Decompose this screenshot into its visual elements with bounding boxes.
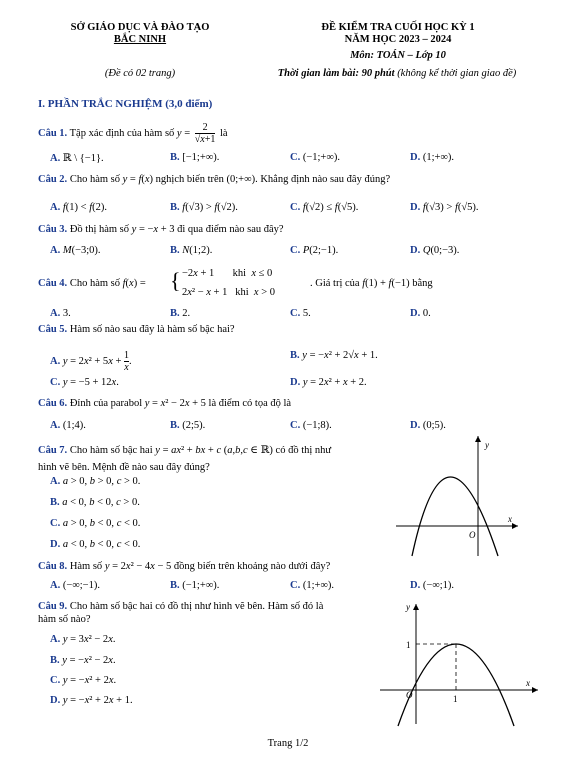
- q8-option-d[interactable]: D. (−∞;1).: [410, 580, 455, 591]
- question-1: Câu 1. Tập xác định của hàm số y = $\frac{2}{√x+1}$ là: [38, 122, 228, 145]
- q9-option-b[interactable]: B. y = −x² − 2x.: [50, 655, 116, 666]
- x-arrow-icon: [532, 687, 538, 693]
- q6-option-b[interactable]: B. (2;5).: [170, 420, 206, 431]
- q8-option-c[interactable]: C. (1;+∞).: [290, 580, 335, 591]
- q4-piece-1: −2x + 1 khi x ≤ 0: [182, 268, 273, 279]
- q7-option-c[interactable]: C. a > 0, b < 0, c < 0.: [50, 518, 141, 529]
- question-3: Câu 3. Đồ thị hàm số y = −x + 3 đi qua điểm nào sau đây?: [38, 224, 284, 235]
- header-department: SỞ GIÁO DỤC VÀ ĐÀO TẠO: [70, 22, 210, 33]
- q2-option-b[interactable]: B. f(√3) > f(√2).: [170, 202, 238, 213]
- x-arrow-icon: [512, 523, 518, 529]
- time-info: [232, 68, 562, 79]
- question-7: Câu 7. Cho hàm số bậc hai y = ax² + bx + c (a,b,c ∈ ℝ) có đồ thị như: [38, 445, 332, 456]
- origin-label: O: [469, 530, 476, 540]
- q4-piece-2: 2x² − x + 1 khi x > 0: [182, 287, 275, 298]
- y-label: y: [485, 440, 489, 450]
- brace: {: [170, 268, 181, 293]
- q2-option-a[interactable]: A. f(1) < f(2).: [50, 202, 107, 213]
- q2-option-c[interactable]: C. f(√2) ≤ f(√5).: [290, 202, 359, 213]
- q4-tail: . Giá trị của f(1) + f(−1) bằng: [310, 278, 433, 289]
- q4-option-a[interactable]: A. 3.: [50, 308, 71, 319]
- q5-option-b[interactable]: B. y = −x² + 2√x + 1.: [290, 350, 378, 361]
- q5-option-c[interactable]: C. y = −5 + 12x.: [50, 377, 119, 388]
- q1-option-c[interactable]: C. (−1;+∞).: [290, 152, 340, 163]
- question-9: Câu 9. Cho hàm số bậc hai có đồ thị như hình vẽ bên. Hàm số đó là: [38, 601, 324, 612]
- q6-option-c[interactable]: C. (−1;8).: [290, 420, 332, 431]
- q3-option-a[interactable]: A. M(−3;0).: [50, 245, 101, 256]
- section-title: I. PHẦN TRẮC NGHIỆM (3,0 điểm): [38, 98, 213, 110]
- x-label: x: [508, 514, 512, 524]
- origin-label: O: [406, 690, 413, 700]
- q7-option-d[interactable]: D. a < 0, b < 0, c < 0.: [50, 539, 141, 550]
- time-value: : 90 phút: [355, 68, 395, 79]
- q3-option-b[interactable]: B. N(1;2).: [170, 245, 213, 256]
- q8-option-a[interactable]: A. (−∞;−1).: [50, 580, 100, 591]
- question-5: Câu 5. Hàm số nào sau đây là hàm số bậc hai?: [38, 324, 235, 335]
- q7-option-a[interactable]: A. a > 0, b > 0, c > 0.: [50, 476, 141, 487]
- question-4: Câu 4. Cho hàm số f(x) =: [38, 278, 146, 289]
- time-label: Thời gian làm bài: [277, 68, 356, 79]
- question-2: Câu 2. Cho hàm số y = f(x) nghịch biến trên (0;+∞). Khẳng định nào sau đây đúng?: [38, 174, 391, 185]
- question-number: Câu 1.: [38, 127, 68, 139]
- q8-option-b[interactable]: B. (−1;+∞).: [170, 580, 220, 591]
- question-7-line2: hình vẽ bên. Mệnh đề nào sau đây đúng?: [38, 462, 210, 473]
- question-8: Câu 8. Hàm số y = 2x² − 4x − 5 đồng biến trên khoảng nào dưới đây?: [38, 561, 331, 572]
- q3-option-d[interactable]: D. Q(0;−3).: [410, 245, 460, 256]
- school-year: NĂM HỌC 2023 – 2024: [344, 34, 452, 45]
- time-note: (không kể thời gian giao đề): [397, 68, 517, 79]
- y-label: y: [406, 602, 410, 612]
- q6-option-d[interactable]: D. (0;5).: [410, 420, 446, 431]
- q7-parabola-graph: [394, 432, 524, 560]
- q6-option-a[interactable]: A. (1;4).: [50, 420, 86, 431]
- y-arrow-icon: [475, 436, 481, 442]
- q1-option-b[interactable]: B. [−1;+∞).: [170, 152, 220, 163]
- q9-option-c[interactable]: C. y = −x² + 2x.: [50, 675, 117, 686]
- q4-option-c[interactable]: C. 5.: [290, 308, 311, 319]
- q7-option-b[interactable]: B. a < 0, b < 0, c > 0.: [50, 497, 140, 508]
- q4-option-b[interactable]: B. 2.: [170, 308, 191, 319]
- q5-option-d[interactable]: D. y = 2x² + x + 2.: [290, 377, 367, 388]
- tick-y-label: 1: [406, 640, 411, 650]
- header-page-note: (Đề có 02 trang): [104, 68, 176, 79]
- y-arrow-icon: [413, 604, 419, 610]
- q9-option-d[interactable]: D. y = −x² + 2x + 1.: [50, 695, 133, 706]
- question-6: Câu 6. Đỉnh của parabol y = x² − 2x + 5 là điểm có tọa độ là: [38, 398, 292, 409]
- exam-title: ĐỀ KIỂM TRA CUỐI HỌC KỲ 1: [321, 22, 475, 33]
- q2-option-d[interactable]: D. f(√3) > f(√5).: [410, 202, 479, 213]
- q3-option-c[interactable]: C. P(2;−1).: [290, 245, 339, 256]
- q4-option-d[interactable]: D. 0.: [410, 308, 431, 319]
- q9-parabola-graph: [376, 598, 544, 728]
- q9-option-a[interactable]: A. y = 3x² − 2x.: [50, 634, 116, 645]
- parabola-curve: [412, 477, 498, 556]
- question-9-line2: hàm số nào?: [38, 614, 91, 625]
- page-footer: Trang 1/2: [267, 738, 309, 749]
- q1-option-a[interactable]: A. ℝ \ {−1}.: [50, 153, 104, 164]
- x-label: x: [526, 678, 530, 688]
- q5-option-a[interactable]: A. y = 2x² + 5x + $\frac{1}{x}$ .: [50, 350, 132, 373]
- subject: Môn: TOÁN – Lớp 10: [350, 50, 446, 61]
- parabola-curve: [398, 644, 514, 726]
- header-province: BẮC NINH: [113, 34, 167, 45]
- tick-x-label: 1: [453, 694, 458, 704]
- q1-option-d[interactable]: D. (1;+∞).: [410, 152, 455, 163]
